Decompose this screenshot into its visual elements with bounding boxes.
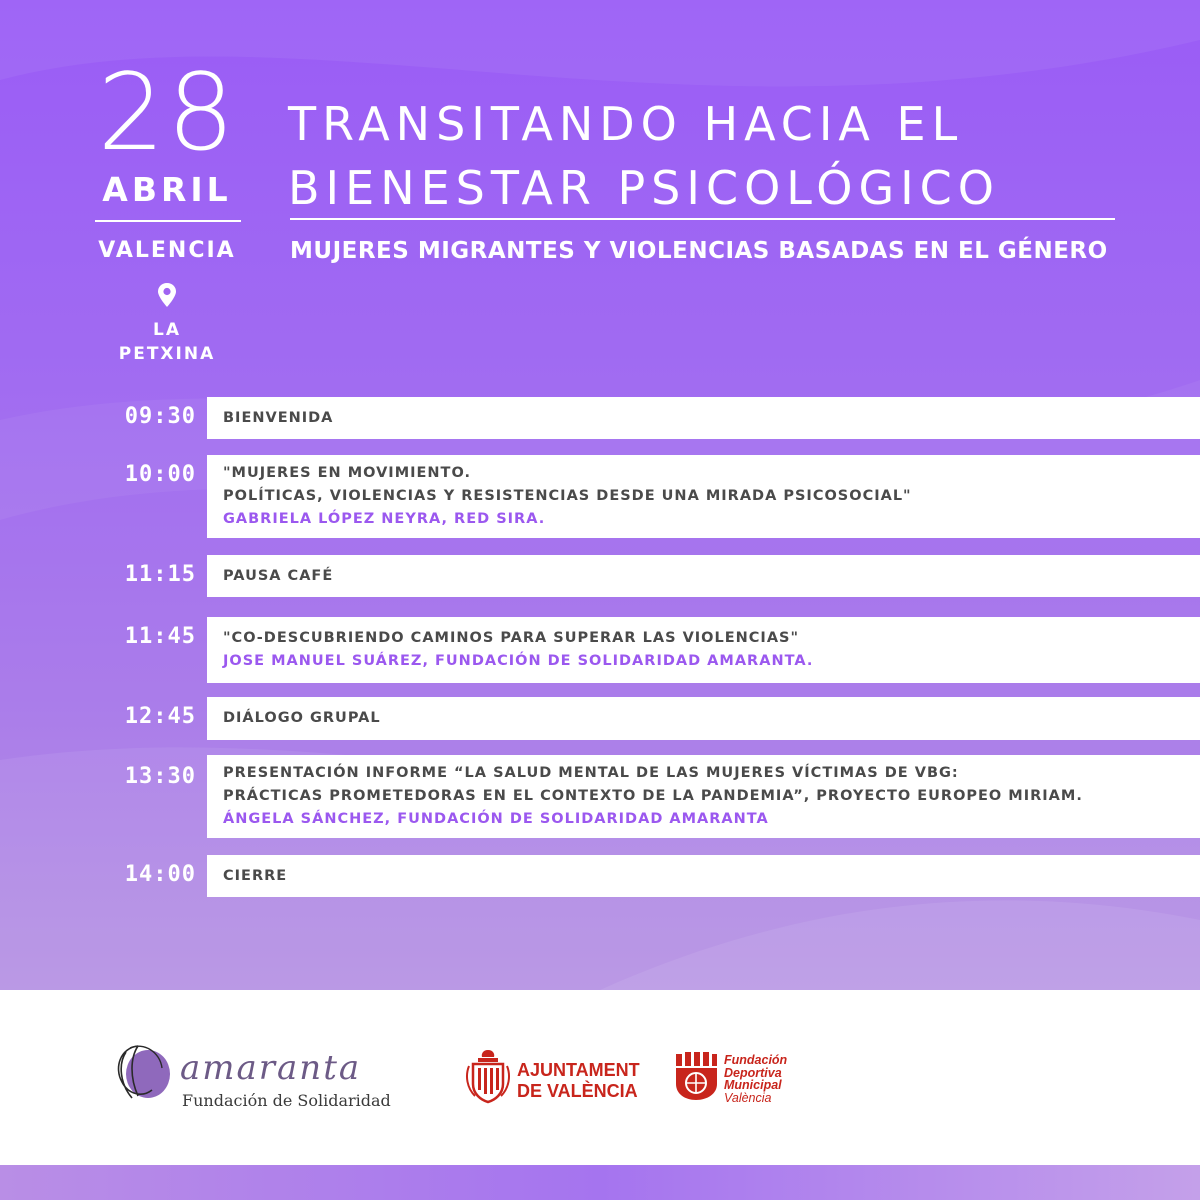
event-subtitle: MUJERES MIGRANTES Y VIOLENCIAS BASADAS EN EL GÉNERO xyxy=(290,238,1108,264)
schedule-box xyxy=(207,697,1200,740)
schedule-time: 13:30 xyxy=(124,764,196,789)
schedule-time: 10:00 xyxy=(124,462,196,487)
bottom-color-strip xyxy=(0,1165,1200,1200)
ajuntament-line-1: AJUNTAMENT xyxy=(517,1060,640,1080)
ajuntament-wordmark xyxy=(517,1060,640,1102)
schedule-text: "CO-DESCUBRIENDO CAMINOS PARA SUPERAR LAS VIOLENCIAS" xyxy=(223,630,800,646)
fdm-logo-icon xyxy=(674,1050,718,1102)
amaranta-logo-icon xyxy=(108,1038,178,1108)
event-city: VALENCIA xyxy=(98,238,236,263)
ajuntament-crest-icon xyxy=(465,1048,511,1104)
event-venue xyxy=(92,318,242,366)
fdm-line-1: Fundación xyxy=(724,1053,788,1067)
schedule-time: 14:00 xyxy=(124,862,196,887)
fdm-line-3: Municipal xyxy=(724,1078,782,1092)
schedule-box xyxy=(207,555,1200,597)
schedule-box xyxy=(207,755,1200,838)
schedule-time: 11:45 xyxy=(124,624,196,649)
amaranta-subtitle: Fundación de Solidaridad xyxy=(182,1091,391,1110)
schedule-time: 12:45 xyxy=(124,704,196,729)
date-divider xyxy=(95,220,241,222)
event-day: 28 xyxy=(97,51,237,174)
schedule-text: "MUJERES EN MOVIMIENTO. xyxy=(223,465,471,481)
title-line-1: TRANSITANDO HACIA EL xyxy=(288,97,964,151)
title-divider xyxy=(290,218,1115,220)
schedule-box xyxy=(207,455,1200,538)
venue-line-1: LA xyxy=(153,320,181,340)
schedule-text: BIENVENIDA xyxy=(223,409,334,426)
schedule-box xyxy=(207,397,1200,439)
schedule-box xyxy=(207,617,1200,683)
schedule-speaker: GABRIELA LÓPEZ NEYRA, RED SIRA. xyxy=(223,511,546,527)
event-month: ABRIL xyxy=(102,170,232,209)
schedule-speaker: ÁNGELA SÁNCHEZ, FUNDACIÓN DE SOLIDARIDAD AMARANTA xyxy=(223,811,769,827)
title-line-2: BIENESTAR PSICOLÓGICO xyxy=(288,161,1001,215)
schedule-time: 09:30 xyxy=(124,404,196,429)
schedule-text: PRÁCTICAS PROMETEDORAS EN EL CONTEXTO DE LA PANDEMIA”, PROYECTO EUROPEO MIRIAM. xyxy=(223,788,1083,804)
schedule-box xyxy=(207,855,1200,897)
venue-line-2: PETXINA xyxy=(118,344,216,364)
event-title xyxy=(288,92,1168,220)
schedule-text: PAUSA CAFÉ xyxy=(223,567,334,584)
schedule-time: 11:15 xyxy=(124,562,196,587)
schedule-text: PRESENTACIÓN INFORME “LA SALUD MENTAL DE LAS MUJERES VÍCTIMAS DE VBG: xyxy=(223,765,959,781)
ajuntament-line-2: DE VALÈNCIA xyxy=(517,1081,638,1101)
schedule-speaker: JOSE MANUEL SUÁREZ, FUNDACIÓN DE SOLIDARIDAD AMARANTA. xyxy=(223,653,814,669)
amaranta-wordmark: amaranta xyxy=(180,1048,362,1088)
schedule-text: DIÁLOGO GRUPAL xyxy=(223,710,381,726)
location-pin-icon xyxy=(156,282,178,308)
fdm-line-4: València xyxy=(724,1090,772,1105)
fdm-wordmark xyxy=(724,1054,787,1104)
schedule-text: POLÍTICAS, VIOLENCIAS Y RESISTENCIAS DESDE UNA MIRADA PSICOSOCIAL" xyxy=(223,488,912,504)
schedule-text: CIERRE xyxy=(223,867,288,884)
fdm-line-2: Deportiva xyxy=(724,1065,782,1080)
